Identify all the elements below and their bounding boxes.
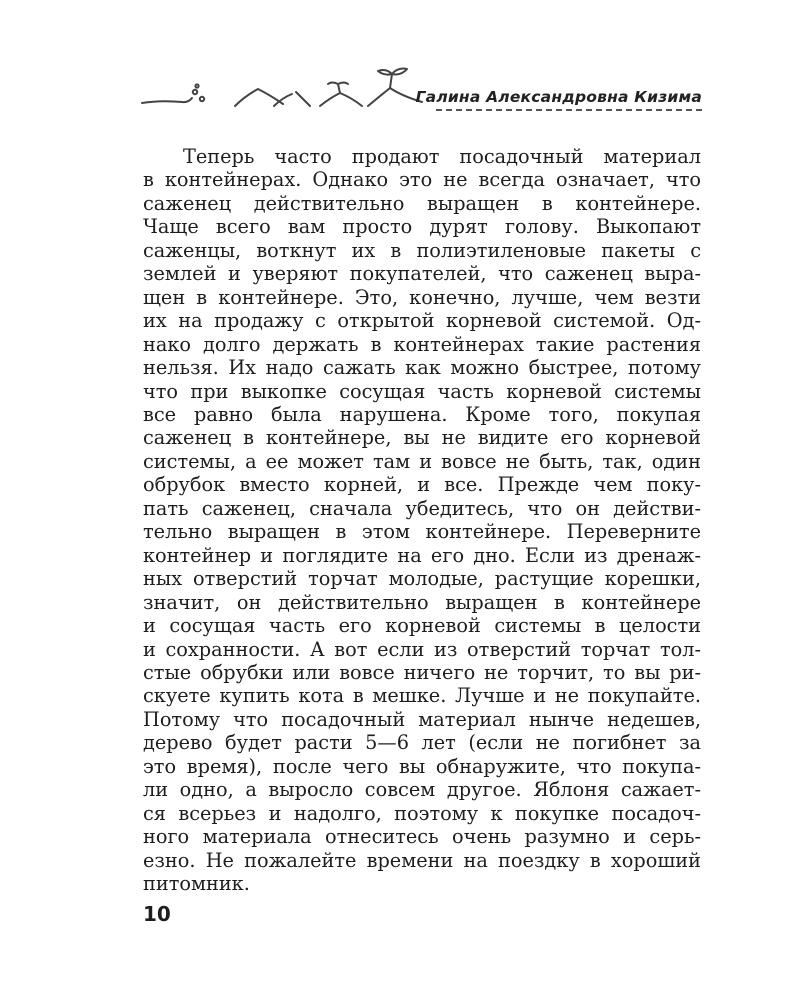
paragraph-line: саженцы, воткнут их в полиэтиленовые пакеты с [143,238,701,262]
paragraph-line: значит, он действительно выращен в контейнере [143,590,701,614]
sprouting-seeds-ornament-icon [140,62,430,112]
paragraph-line: обрубок вместо корней, и все. Прежде чем поку- [143,473,701,497]
paragraph-line: системы, а ее может там и вовсе не быть, так, один [143,449,701,473]
paragraph-line: это время), после чего вы обнаружите, что покупа- [143,754,701,778]
paragraph-line: и сосущая часть его корневой системы в целости [143,614,701,638]
header-divider [436,109,702,111]
running-header [140,62,702,112]
paragraph-line: ного материала отнеситесь очень разумно и серь- [143,825,701,849]
paragraph-line: щен в контейнере. Это, конечно, лучше, чем везти [143,285,701,309]
paragraph-line: ся всерьез и надолго, поэтому к покупке посадоч- [143,801,701,825]
paragraph-line: и сохранности. А вот если из отверстий торчат тол- [143,637,701,661]
paragraph-line: пать саженец, сначала убедитесь, что он действи- [143,496,701,520]
page-number: 10 [143,902,171,926]
paragraph-line: скуете купить кота в мешке. Лучше и не покупайте. [143,684,701,708]
paragraph-line: в контейнерах. Однако это не всегда означает, что [143,168,701,192]
paragraph-line: что при выкопке сосущая часть корневой системы [143,379,701,403]
paragraph-line: контейнер и поглядите на его дно. Если из дренаж- [143,543,701,567]
paragraph-line: Потому что посадочный материал нынче недешев, [143,707,701,731]
paragraph-line: ных отверстий торчат молодые, растущие корешки, [143,567,701,591]
paragraph-line: саженец действительно выращен в контейнере. [143,191,701,215]
paragraph-line: Чаще всего вам просто дурят голову. Выкопают [143,215,701,239]
paragraph-line: ли одно, а выросло совсем другое. Яблоня сажает- [143,778,701,802]
paragraph-line: тельно выращен в этом контейнере. Переверните [143,520,701,544]
paragraph-line: саженец в контейнере, вы не видите его корневой [143,426,701,450]
paragraph-line: питомник. [143,872,250,896]
body-paragraph [143,145,701,896]
paragraph-line: езно. Не пожалейте времени на поездку в хороший [143,848,701,872]
paragraph-line: землей и уверяют покупателей, что саженец выра- [143,262,701,286]
paragraph-line: все равно была нарушена. Кроме того, покупая [143,402,701,426]
paragraph-line: их на продажу с открытой корневой системой. Од- [143,309,701,333]
paragraph-line: нельзя. Их надо сажать как можно быстрее, потому [143,356,701,380]
paragraph-line: Теперь часто продают посадочный материал [183,145,701,168]
paragraph-line: дерево будет расти 5—6 лет (если не погибнет за [143,731,701,755]
paragraph-line: стые обрубки или вовсе ничего не торчит, то вы ри- [143,660,701,684]
running-header-author: Галина Александровна Кизима [415,88,702,106]
paragraph-line: нако долго держать в контейнерах такие растения [143,332,701,356]
